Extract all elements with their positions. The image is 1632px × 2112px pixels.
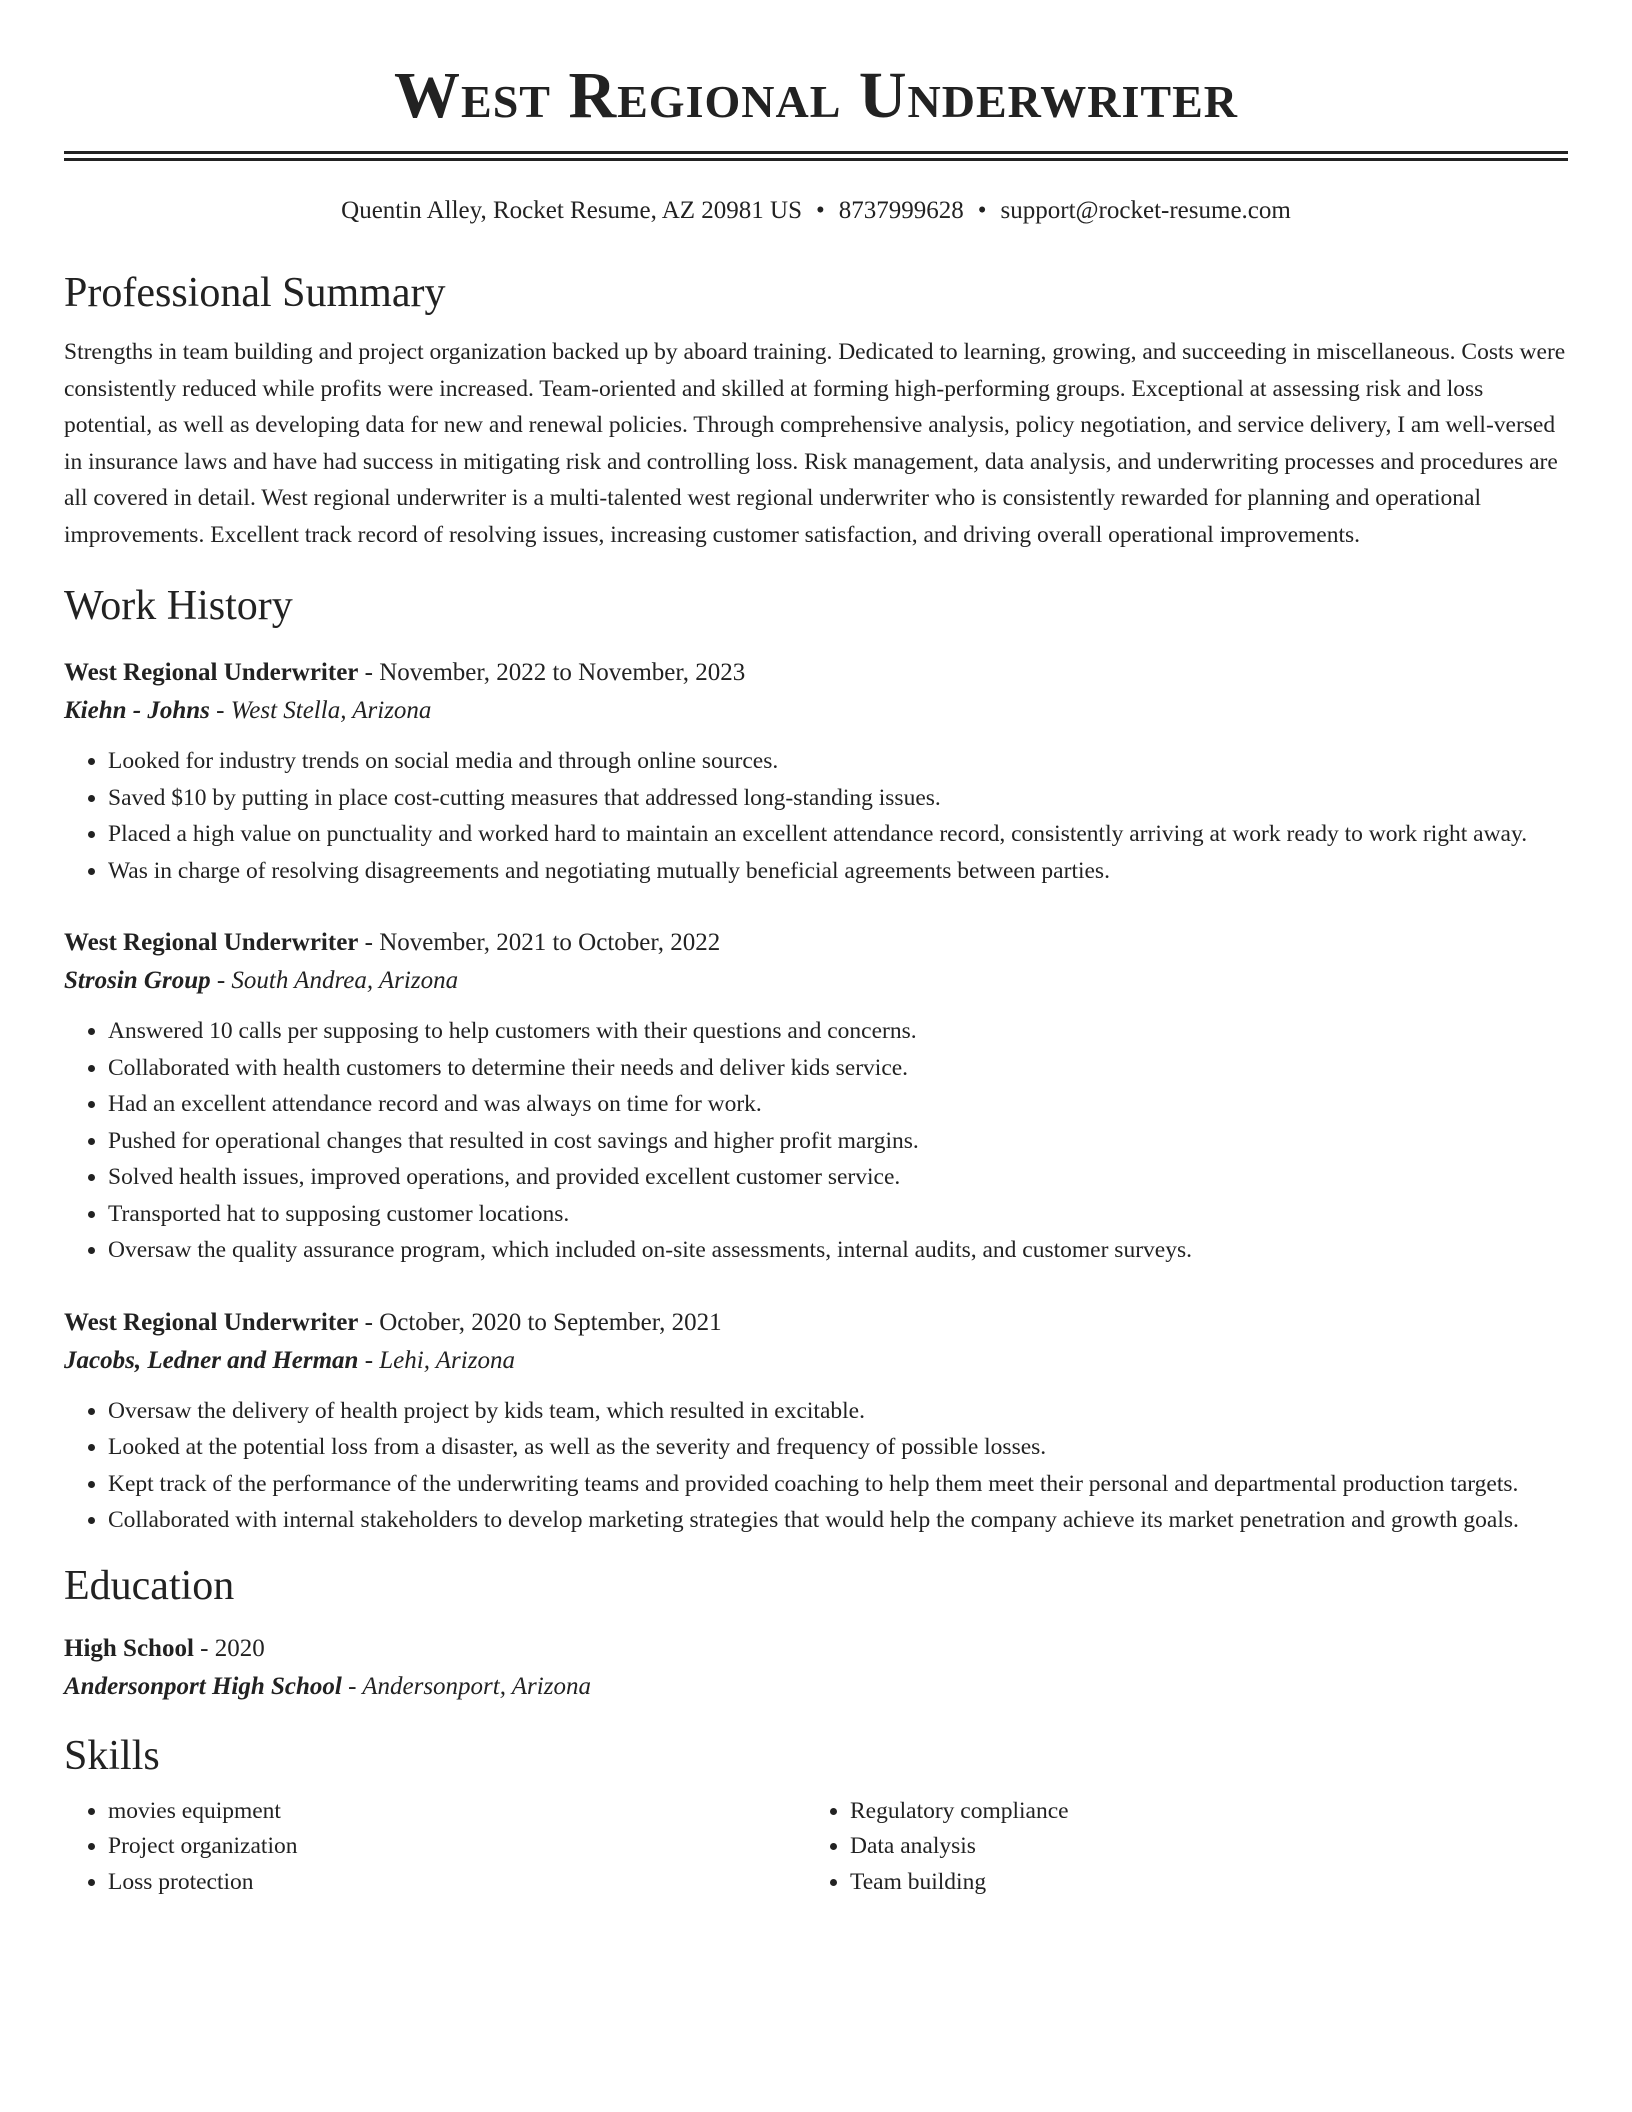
resume-title: West Regional Underwriter	[394, 59, 1238, 132]
job-bullet: • Collaborated with health customers to determine their needs and deliver kids service.	[108, 1050, 1568, 1087]
job-company-line	[64, 1341, 1568, 1381]
job-entry	[64, 1305, 1568, 1539]
job-bullets	[64, 1013, 1568, 1269]
summary-text: Strengths in team building and project organization backed up by aboard training. Dedicated to learning, growing, and succeeding in miscellaneous. Costs were consistently reduced while profits were increased. Team-oriented and skilled at forming high-performing groups. Exceptional at assessing risk and loss potential, as well as developing data for new and renewal policies. Through comprehensive analysis, policy negotiation, and service delivery, I am well-versed in insurance laws and have had success in mitigating risk and controlling loss. Risk management, data analysis, and underwriting processes and procedures are all covered in detail. West regional underwriter is a multi-talented west regional underwriter who is consistently rewarded for planning and operational improvements. Excellent track record of resolving issues, increasing customer satisfaction, and driving overall operational improvements.	[64, 339, 1566, 548]
job-bullet: • Collaborated with internal stakeholders to develop marketing strategies that would help the company achieve its market penetration and growth goals.	[108, 1502, 1568, 1539]
job-company: Kiehn - Johns	[64, 697, 210, 725]
job-company-line	[64, 691, 1568, 731]
skills-columns	[64, 1794, 1568, 1901]
skill-item: • Loss protection	[108, 1865, 806, 1901]
job-bullet: • Oversaw the quality assurance program, which included on-site assessments, internal audits, and customer surveys.	[108, 1232, 1568, 1269]
job-title-line	[64, 1305, 1568, 1341]
job-bullet: • Had an excellent attendance record and was always on time for work.	[108, 1086, 1568, 1123]
job-title-line	[64, 655, 1568, 691]
job-bullet: • Solved health issues, improved operations, and provided excellent customer service.	[108, 1159, 1568, 1196]
job-company-line	[64, 961, 1568, 1001]
job-title-line	[64, 925, 1568, 961]
job-title: West Regional Underwriter	[64, 929, 359, 957]
job-bullet: • Kept track of the performance of the underwriting teams and provided coaching to help them meet their personal and departmental production targets.	[108, 1466, 1568, 1503]
job-location: - South Andrea, Arizona	[210, 967, 459, 995]
education-school: Andersonport High School	[64, 1673, 342, 1701]
job-location: - West Stella, Arizona	[209, 697, 432, 725]
job-entry	[64, 655, 1568, 889]
work-history-heading: Work History	[64, 583, 293, 630]
job-bullet: • Looked at the potential loss from a disaster, as well as the severity and frequency of possible losses.	[108, 1429, 1568, 1466]
education-degree: High School	[64, 1635, 194, 1663]
skills-heading: Skills	[64, 1733, 160, 1780]
job-company: Jacobs, Ledner and Herman	[64, 1346, 359, 1374]
title-double-rule	[64, 151, 1568, 161]
job-bullet: • Looked for industry trends on social media and through online sources.	[108, 743, 1568, 780]
contact-separator: •	[977, 197, 987, 225]
skill-item: • Regulatory compliance	[850, 1794, 1548, 1830]
contact-separator: •	[816, 197, 825, 225]
job-bullet: • Was in charge of resolving disagreements and negotiating mutually beneficial agreements between parties.	[108, 853, 1568, 890]
skills-left-column	[64, 1794, 806, 1901]
education-location: - Andersonport, Arizona	[341, 1673, 591, 1701]
education-heading: Education	[64, 1562, 235, 1609]
job-bullet: • Placed a high value on punctuality and worked hard to maintain an excellent attendance record, consistently arriving at work ready to work right away.	[108, 816, 1568, 853]
job-dates: - November, 2022 to November, 2023	[358, 659, 746, 687]
education-year: - 2020	[193, 1635, 265, 1663]
job-entry	[64, 925, 1568, 1269]
skill-item: • movies equipment	[108, 1794, 806, 1830]
job-bullet: • Pushed for operational changes that resulted in cost savings and higher profit margins.	[108, 1123, 1568, 1160]
job-bullet: • Saved $10 by putting in place cost-cutting measures that addressed long-standing issues.	[108, 780, 1568, 817]
job-title: West Regional Underwriter	[64, 659, 359, 687]
job-title: West Regional Underwriter	[64, 1308, 359, 1336]
job-dates: - November, 2021 to October, 2022	[358, 929, 721, 957]
job-bullet: • Answered 10 calls per supposing to help customers with their questions and concerns.	[108, 1013, 1568, 1050]
job-bullet: • Transported hat to supposing customer locations.	[108, 1196, 1568, 1233]
contact-email: support@rocket-resume.com	[1000, 197, 1291, 225]
skill-item: • Data analysis	[850, 1829, 1548, 1865]
education-degree-line	[64, 1631, 1568, 1667]
skill-item: • Team building	[850, 1865, 1548, 1901]
job-location: - Lehi, Arizona	[358, 1346, 515, 1374]
contact-address: Quentin Alley, Rocket Resume, AZ 20981 US	[341, 197, 802, 225]
job-company: Strosin Group	[64, 967, 211, 995]
summary-heading: Professional Summary	[64, 269, 446, 316]
skills-right-column	[806, 1794, 1548, 1901]
job-bullets	[64, 1393, 1568, 1539]
job-bullet: • Oversaw the delivery of health project by kids team, which resulted in excitable.	[108, 1393, 1568, 1430]
contact-line	[64, 195, 1568, 228]
contact-phone: 8737999628	[838, 197, 964, 225]
education-entry	[64, 1631, 1568, 1707]
skill-item: • Project organization	[108, 1829, 806, 1865]
job-bullets	[64, 743, 1568, 889]
education-school-line	[64, 1667, 1568, 1707]
job-dates: - October, 2020 to September, 2021	[358, 1308, 722, 1336]
